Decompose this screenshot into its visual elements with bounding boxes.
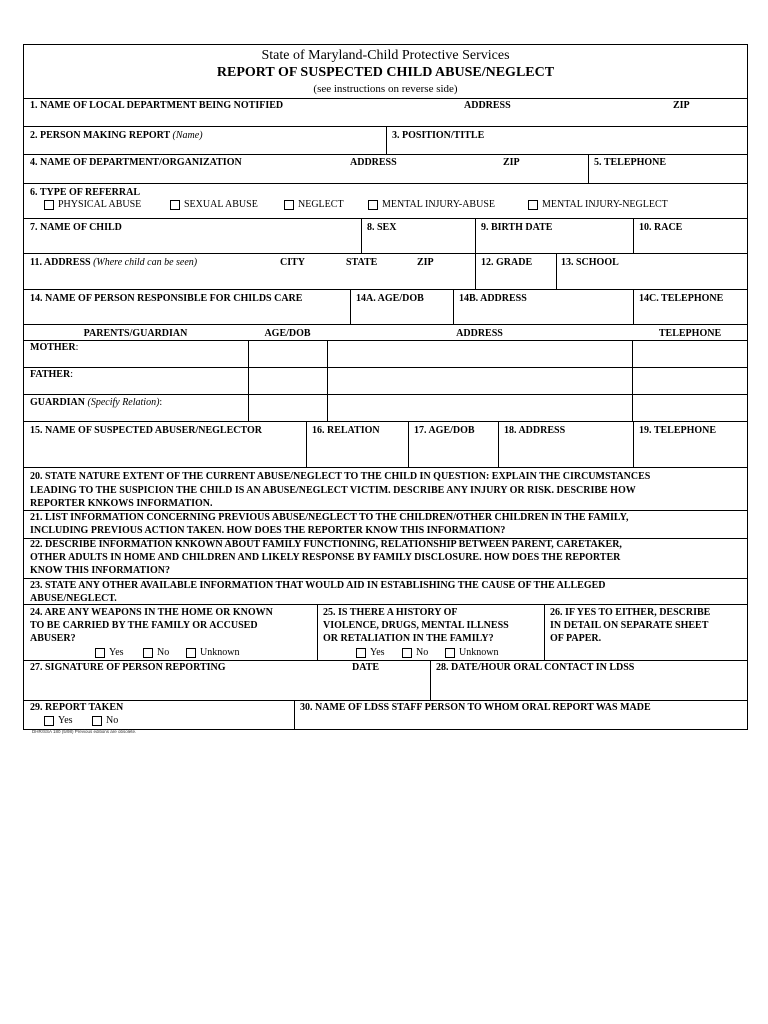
checkbox-history-no[interactable] [402, 648, 412, 658]
field-department-address[interactable]: ADDRESS [464, 100, 511, 111]
column-divider [386, 126, 387, 154]
checkbox-weapons-yes[interactable] [95, 648, 105, 658]
checkbox-weapons-unknown[interactable] [186, 648, 196, 658]
option-label: MENTAL INJURY-NEGLECT [542, 199, 668, 210]
choice-unknown-label: Unknown [200, 647, 240, 658]
question-26-line: 26. IF YES TO EITHER, DESCRIBE [550, 607, 711, 618]
field-responsible-age[interactable]: 14A. AGE/DOB [356, 293, 424, 304]
divider [23, 421, 748, 422]
field-responsible-telephone[interactable]: 14C. TELEPHONE [639, 293, 724, 304]
divider [23, 394, 748, 395]
column-divider [633, 218, 634, 253]
question-25-line: OR RETALIATION IN THE FAMILY? [323, 633, 494, 644]
field-responsible-address[interactable]: 14B. ADDRESS [459, 293, 527, 304]
checkbox-report-taken-yes[interactable] [44, 716, 54, 726]
column-divider [588, 154, 589, 183]
label: 11. ADDRESS [30, 257, 91, 268]
question-24-line: TO BE CARRIED BY THE FAMILY OR ACCUSED [30, 620, 258, 631]
hint: (Specify Relation) [87, 397, 160, 408]
label: GUARDIAN [30, 397, 85, 408]
question-23-line: 23. STATE ANY OTHER AVAILABLE INFORMATION THAT WOULD AID IN ESTABLISHING THE CAUSE OF THE ALLEGED [30, 580, 606, 591]
field-school[interactable]: 13. SCHOOL [561, 257, 619, 268]
field-ldss-staff[interactable]: 30. NAME OF LDSS STAFF PERSON TO WHOM ORAL REPORT WAS MADE [300, 702, 651, 713]
choice-unknown-label: Unknown [459, 647, 499, 658]
divider [23, 183, 748, 184]
choice-no-label: No [106, 715, 119, 726]
divider [23, 467, 748, 468]
question-26-line: IN DETAIL ON SEPARATE SHEET [550, 620, 709, 631]
column-divider [430, 660, 431, 700]
question-20-line: LEADING TO THE SUSPICION THE CHILD IS AN ABUSE/NEGLECT VICTIM. DESCRIBE ANY INJURY OR RISK. DESCRIBE HOW [30, 485, 636, 496]
checkbox-sexual-abuse[interactable] [170, 200, 180, 210]
col-header-age: AGE/DOB [264, 328, 311, 339]
column-divider [633, 289, 634, 324]
field-position-title[interactable]: 3. POSITION/TITLE [392, 130, 485, 141]
field-grade[interactable]: 12. GRADE [481, 257, 533, 268]
column-divider [453, 289, 454, 324]
field-department-zip[interactable]: ZIP [673, 100, 690, 111]
field-relation[interactable]: 16. RELATION [312, 425, 380, 436]
field-guardian[interactable] [30, 396, 162, 410]
form-title: REPORT OF SUSPECTED CHILD ABUSE/NEGLECT [216, 65, 555, 80]
checkbox-mental-injury-abuse[interactable] [368, 200, 378, 210]
choice-no-label: No [157, 647, 170, 658]
checkbox-history-unknown[interactable] [445, 648, 455, 658]
column-divider [361, 218, 362, 253]
option-label: MENTAL INJURY-ABUSE [382, 199, 495, 210]
column-divider [317, 604, 318, 660]
field-organization-telephone[interactable]: 5. TELEPHONE [594, 157, 667, 168]
field-child-name[interactable]: 7. NAME OF CHILD [30, 222, 122, 233]
label: FATHER [30, 369, 71, 380]
col-header-address: ADDRESS [456, 328, 503, 339]
field-zip[interactable]: ZIP [417, 257, 434, 268]
question-25-line: 25. IS THERE A HISTORY OF [323, 607, 458, 618]
divider [23, 367, 748, 368]
field-city[interactable]: CITY [280, 257, 306, 268]
field-local-department[interactable]: 1. NAME OF LOCAL DEPARTMENT BEING NOTIFIED [30, 100, 284, 111]
column-divider [632, 340, 633, 421]
checkbox-physical-abuse[interactable] [44, 200, 54, 210]
field-birth-date[interactable]: 9. BIRTH DATE [481, 222, 553, 233]
question-22-line: 22. DESCRIBE INFORMATION KNKOWN ABOUT FAMILY FUNCTIONING, RELATIONSHIP BETWEEN PARENT, CARETAKER, [30, 539, 622, 550]
field-mother[interactable] [30, 341, 78, 355]
col-header-parents: PARENTS/GUARDIAN [83, 328, 188, 339]
agency-name: State of Maryland-Child Protective Services [261, 48, 510, 63]
field-organization-address[interactable]: ADDRESS [350, 157, 397, 168]
field-responsible-person[interactable]: 14. NAME OF PERSON RESPONSIBLE FOR CHILDS CARE [30, 293, 303, 304]
colon: : [70, 369, 73, 380]
question-22-line: KNOW THIS INFORMATION? [30, 565, 171, 576]
field-child-address[interactable] [30, 256, 197, 270]
field-organization-zip[interactable]: ZIP [503, 157, 520, 168]
field-abuser-telephone[interactable]: 19. TELEPHONE [639, 425, 717, 436]
column-divider [498, 421, 499, 467]
field-signature[interactable]: 27. SIGNATURE OF PERSON REPORTING [30, 662, 226, 673]
form-instructions: (see instructions on reverse side) [313, 83, 458, 95]
field-sex[interactable]: 8. SEX [367, 222, 397, 233]
field-father[interactable] [30, 368, 73, 382]
column-divider [306, 421, 307, 467]
report-taken-label: 29. REPORT TAKEN [30, 702, 124, 713]
column-divider [544, 604, 545, 660]
question-24-line: 24. ARE ANY WEAPONS IN THE HOME OR KNOWN [30, 607, 273, 618]
colon: : [159, 397, 163, 408]
field-state[interactable]: STATE [346, 257, 378, 268]
choice-yes-label: Yes [58, 715, 73, 726]
column-divider [350, 289, 351, 324]
hint: (Where child can be seen) [93, 257, 198, 268]
divider [23, 253, 748, 254]
column-divider [294, 700, 295, 730]
column-divider [327, 340, 328, 421]
choice-no-label: No [416, 647, 429, 658]
question-20-line: 20. STATE NATURE EXTENT OF THE CURRENT ABUSE/NEGLECT TO THE CHILD IN QUESTION: EXPLAIN THE CIRCUMSTANCES [30, 471, 651, 482]
choice-yes-label: Yes [370, 647, 385, 658]
field-suspected-abuser[interactable]: 15. NAME OF SUSPECTED ABUSER/NEGLECTOR [30, 425, 262, 436]
divider [23, 289, 748, 290]
divider [23, 154, 748, 155]
question-23-line: ABUSE/NEGLECT. [30, 593, 117, 604]
label: 2. PERSON MAKING REPORT [30, 130, 171, 141]
question-20-line: REPORTER KNKOWS INFORMATION. [30, 498, 213, 509]
divider [23, 218, 748, 219]
checkbox-mental-injury-neglect[interactable] [528, 200, 538, 210]
referral-type-label: 6. TYPE OF REFERRAL [30, 187, 141, 198]
column-divider [475, 253, 476, 289]
field-person-making-report[interactable] [30, 129, 203, 143]
option-label: PHYSICAL ABUSE [58, 199, 142, 210]
col-header-telephone: TELEPHONE [658, 328, 722, 339]
field-abuser-address[interactable]: 18. ADDRESS [504, 425, 566, 436]
column-divider [408, 421, 409, 467]
option-label: SEXUAL ABUSE [184, 199, 258, 210]
column-divider [556, 253, 557, 289]
question-21-line: 21. LIST INFORMATION CONCERNING PREVIOUS ABUSE/NEGLECT TO THE CHILDREN/OTHER CHILDREN IN THE FAMILY, [30, 512, 629, 523]
question-25-line: VIOLENCE, DRUGS, MENTAL ILLNESS [323, 620, 509, 631]
field-abuser-age[interactable]: 17. AGE/DOB [414, 425, 475, 436]
checkbox-report-taken-no[interactable] [92, 716, 102, 726]
column-divider [633, 421, 634, 467]
hint: (Name) [172, 130, 203, 141]
field-race[interactable]: 10. RACE [639, 222, 683, 233]
field-organization[interactable]: 4. NAME OF DEPARTMENT/ORGANIZATION [30, 157, 242, 168]
option-label: NEGLECT [298, 199, 344, 210]
column-divider [475, 218, 476, 253]
column-divider [248, 340, 249, 421]
field-date[interactable]: DATE [352, 662, 380, 673]
divider [23, 604, 748, 605]
question-22-line: OTHER ADULTS IN HOME AND CHILDREN AND LIKELY RESPONSE BY FAMILY DISCLOSURE. HOW DOES THE REPORTER [30, 552, 621, 563]
checkbox-weapons-no[interactable] [143, 648, 153, 658]
question-26-line: OF PAPER. [550, 633, 602, 644]
label: MOTHER [30, 342, 76, 353]
divider [23, 324, 748, 325]
checkbox-history-yes[interactable] [356, 648, 366, 658]
choice-yes-label: Yes [109, 647, 124, 658]
form-id: DHR/SSA 180 (5/98) Previous editions are obsolete. [32, 729, 137, 734]
colon: : [75, 342, 79, 353]
checkbox-neglect[interactable] [284, 200, 294, 210]
question-21-line: INCLUDING PREVIOUS ACTION TAKEN. HOW DOES THE REPORTER KNOW THIS INFORMATION? [30, 525, 506, 536]
field-oral-contact[interactable]: 28. DATE/HOUR ORAL CONTACT IN LDSS [436, 662, 635, 673]
question-24-line: ABUSER? [30, 633, 76, 644]
